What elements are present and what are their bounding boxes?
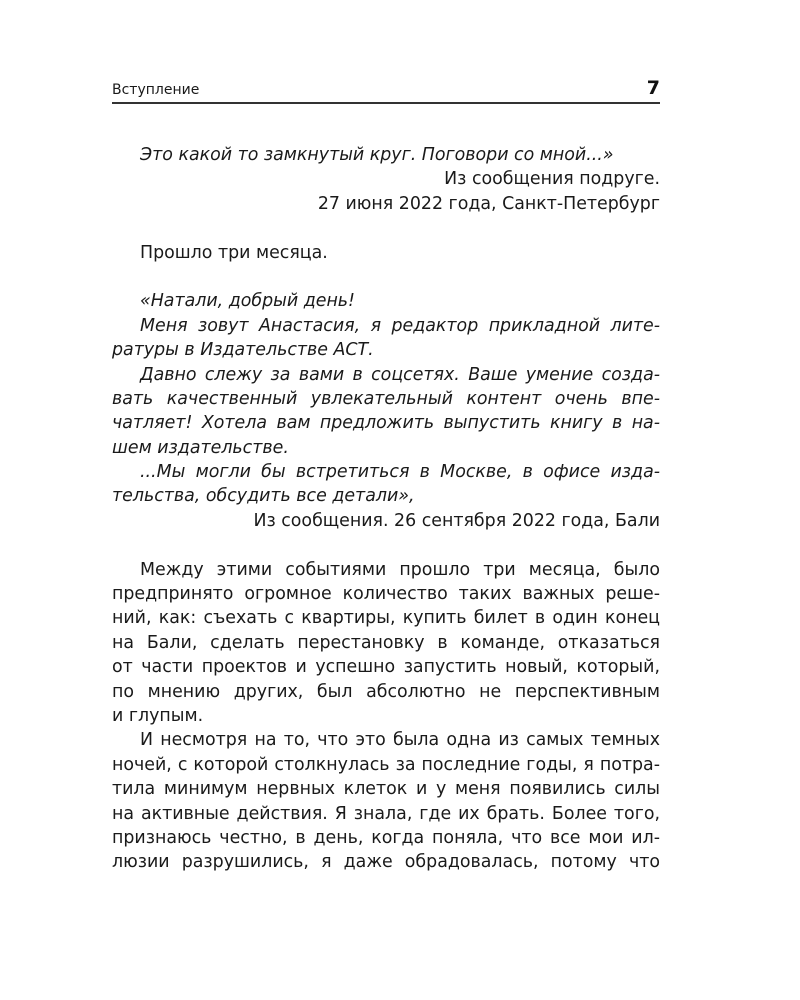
paragraph-line: И несмотря на то, что это была одна из самых темных xyxy=(140,730,660,751)
paragraph-line: Прошло три месяца. xyxy=(140,242,328,263)
spacer xyxy=(112,216,660,240)
quote-line: ...Мы могли бы встретиться в Москве, в офисе изда- xyxy=(140,462,660,483)
paragraph-line: люзии разрушились, я даже обрадовалась, потому что xyxy=(112,852,660,873)
paragraph-line: ночей, с которой столкнулась за последние годы, я потра- xyxy=(112,754,660,775)
running-head xyxy=(112,78,660,102)
paragraph-line: предпринято огромное количество таких важных реше- xyxy=(112,584,660,605)
paragraph-line: по мнению других, был абсолютно не перспективным xyxy=(112,681,660,702)
quote-line: Это какой то замкнутый круг. Поговори со мной...» xyxy=(140,145,614,165)
quote-attribution: 27 июня 2022 года, Санкт-Петербург xyxy=(317,193,660,214)
spacer xyxy=(112,533,660,557)
quote-attribution: Из сообщения подруге. xyxy=(444,169,660,190)
quote-line: тельства, обсудить все детали», xyxy=(112,486,415,507)
paragraph-line: Между этими событиями прошло три месяца, было xyxy=(140,559,660,580)
quote-line: ратуры в Издательстве АСТ. xyxy=(112,340,374,361)
quote-line: вать качественный увлекательный контент очень впе- xyxy=(112,388,660,409)
quote-line: Давно слежу за вами в соцсетях. Ваше умение созда- xyxy=(140,364,660,385)
paragraph-line: ний, как: съехать с квартиры, купить билет в один конец xyxy=(112,608,660,629)
paragraph-line: и глупым. xyxy=(112,705,204,726)
paragraph-line: на Бали, сделать перестановку в команде, отказаться xyxy=(112,632,660,653)
spacer xyxy=(112,265,660,289)
running-title: Вступление xyxy=(112,82,200,98)
page-number: 7 xyxy=(646,77,660,99)
paragraph-line: признаюсь честно, в день, когда поняла, что все мои ил- xyxy=(112,827,660,848)
quote-line: Меня зовут Анастасия, я редактор прикладной лите- xyxy=(140,315,660,336)
paragraph-line: тила минимум нервных клеток и у меня появились силы xyxy=(112,779,660,800)
paragraph-line: от части проектов и успешно запустить новый, который, xyxy=(112,657,660,678)
quote-attribution: Из сообщения. 26 сентября 2022 года, Бали xyxy=(253,510,660,531)
paragraph-line: на активные действия. Я знала, где их брать. Более того, xyxy=(112,803,660,824)
quote-line: чатляет! Хотела вам предложить выпустить книгу в на- xyxy=(112,413,660,434)
page-body xyxy=(112,143,660,875)
quote-line: шем издательстве. xyxy=(112,437,289,458)
quote-line: «Натали, добрый день! xyxy=(140,291,356,312)
header-rule xyxy=(112,102,660,104)
